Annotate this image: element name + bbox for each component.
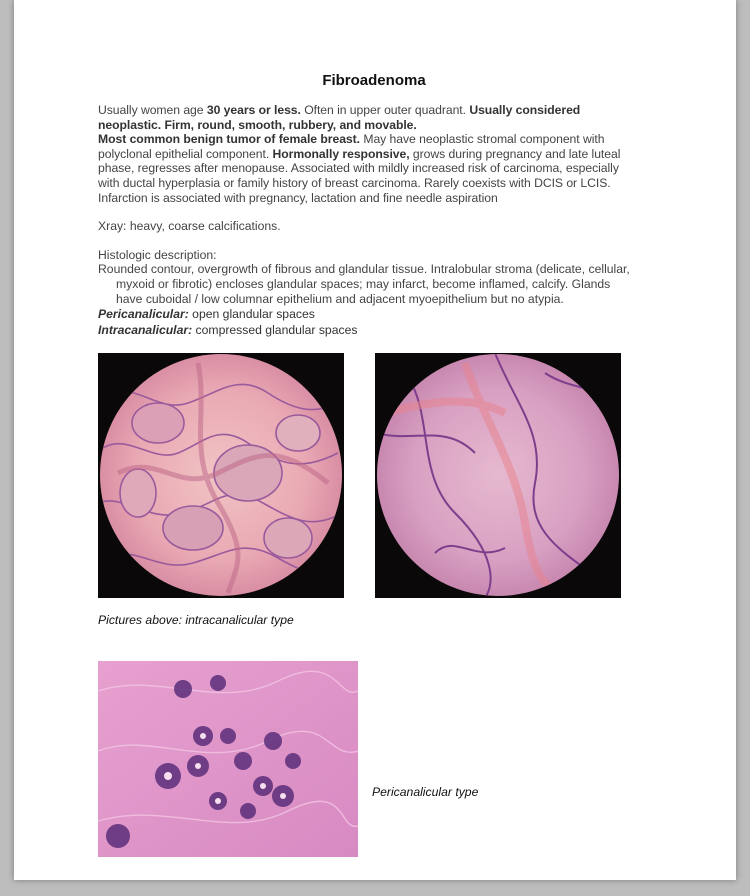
intro-bold-age: 30 years or less. (206, 103, 301, 117)
intracanalicular-text: compressed glandular spaces (192, 323, 358, 338)
page-title: Fibroadenoma (322, 72, 426, 89)
histologic-heading: Histologic description: (98, 247, 217, 262)
intro-paragraph (98, 103, 638, 205)
micrograph-intracanalicular-right (375, 353, 621, 598)
intro-bold-neoplastic: Usually considered neoplastic. Firm, round, smooth, rubbery, and movable. (98, 103, 581, 132)
histologic-body: Rounded contour, overgrowth of fibrous and glandular tissue. Intralobular stroma (delicate, cellular, myxoid or fibrotic) encloses glandular spaces; may infarct, become inflamed, calcify. Glands have cuboidal / low columnar epithelium and adjacent myoepithelium but no atypia. (98, 262, 630, 306)
pericanalicular-line (98, 306, 638, 322)
intro-text: grows during pregnancy and late luteal phase, regresses after menopause. Associated with mildly increased risk of carcinoma, especially with ductal hyperplasia or family history of breast carcinoma. Rarely coexists with DCIS or LCIS. Infarction is associated with pregnancy, lactation and fine needle aspiration (98, 146, 621, 205)
intro-text: May have neoplastic stromal component with polyclonal epithelial component. (98, 132, 605, 161)
pericanalicular-text: open glandular spaces (188, 307, 315, 322)
pericanalicular-label: Pericanalicular: (98, 307, 189, 322)
intro-text: Often in upper outer quadrant. (300, 103, 470, 117)
micrograph-pericanalicular (98, 661, 358, 857)
intracanalicular-label: Intracanalicular: (98, 323, 193, 338)
intro-bold-hormonal: Hormonally responsive, (272, 146, 410, 161)
document-content (98, 72, 638, 338)
intracanalicular-line (98, 322, 638, 338)
document-page (14, 0, 736, 880)
caption-pericanalicular: Pericanalicular type (372, 785, 479, 799)
xray-line: Xray: heavy, coarse calcifications. (98, 219, 281, 234)
intro-bold-common: Most common benign tumor of female breast. (98, 132, 360, 147)
intro-text: Usually women age (98, 103, 207, 117)
caption-intracanalicular: Pictures above: intracanalicular type (98, 613, 294, 627)
micrograph-intracanalicular-left (98, 353, 344, 598)
